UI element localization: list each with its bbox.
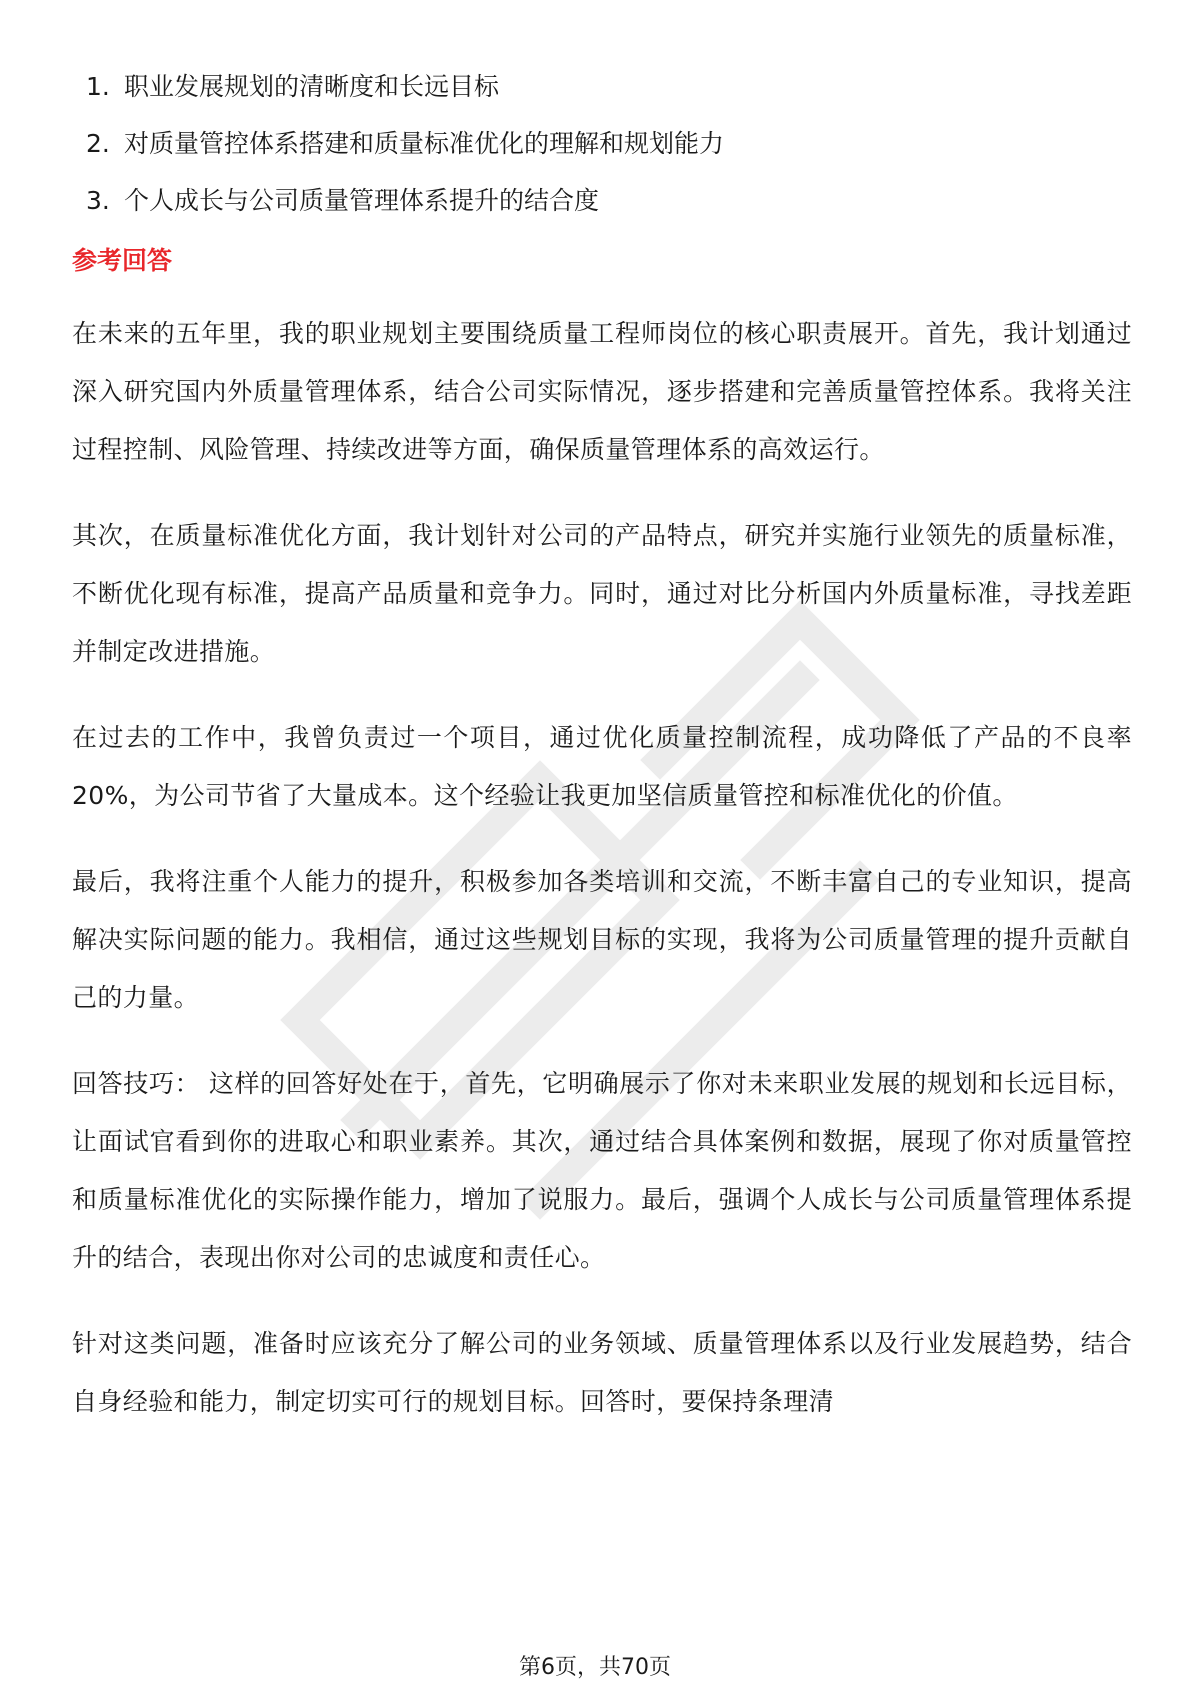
list-number: 2. <box>86 129 110 158</box>
page-content <box>72 58 1132 1459</box>
list-item <box>72 115 1132 172</box>
criteria-list <box>72 58 1132 229</box>
paragraph: 在未来的五年里，我的职业规划主要围绕质量工程师岗位的核心职责展开。首先，我计划通过深入研究国内外质量管理体系，结合公司实际情况，逐步搭建和完善质量管控体系。我将关注过程控制、风险管理、持续改进等方面，确保质量管理体系的高效运行。 <box>72 319 1132 464</box>
paragraph: 最后，我将注重个人能力的提升，积极参加各类培训和交流，不断丰富自己的专业知识，提高解决实际问题的能力。我相信，通过这些规划目标的实现，我将为公司质量管理的提升贡献自己的力量。 <box>72 867 1132 1012</box>
page-footer: 第6页，共70页 <box>519 1655 671 1680</box>
list-text: 职业发展规划的清晰度和长远目标 <box>124 72 500 101</box>
list-text: 个人成长与公司质量管理体系提升的结合度 <box>124 186 600 215</box>
list-item <box>72 172 1132 229</box>
list-number: 3. <box>86 186 110 215</box>
list-item <box>72 58 1132 115</box>
paragraph: 在过去的工作中，我曾负责过一个项目，通过优化质量控制流程，成功降低了产品的不良率20%，为公司节省了大量成本。这个经验让我更加坚信质量管控和标准优化的价值。 <box>72 723 1132 810</box>
paragraph: 其次，在质量标准优化方面，我计划针对公司的产品特点，研究并实施行业领先的质量标准，不断优化现有标准，提高产品质量和竞争力。同时，通过对比分析国内外质量标准，寻找差距并制定改进措施。 <box>72 521 1132 666</box>
list-number: 1. <box>86 72 110 101</box>
paragraph: 回答技巧： 这样的回答好处在于，首先，它明确展示了你对未来职业发展的规划和长远目标，让面试官看到你的进取心和职业素养。其次，通过结合具体案例和数据，展现了你对质量管控和质量标准优化的实际操作能力，增加了说服力。最后，强调个人成长与公司质量管理体系提升的结合，表现出你对公司的忠诚度和责任心。 <box>72 1069 1132 1272</box>
paragraph: 针对这类问题，准备时应该充分了解公司的业务领域、质量管理体系以及行业发展趋势，结合自身经验和能力，制定切实可行的规划目标。回答时，要保持条理清 <box>72 1329 1132 1416</box>
list-text: 对质量管控体系搭建和质量标准优化的理解和规划能力 <box>124 129 725 158</box>
section-heading: 参考回答 <box>72 246 173 275</box>
